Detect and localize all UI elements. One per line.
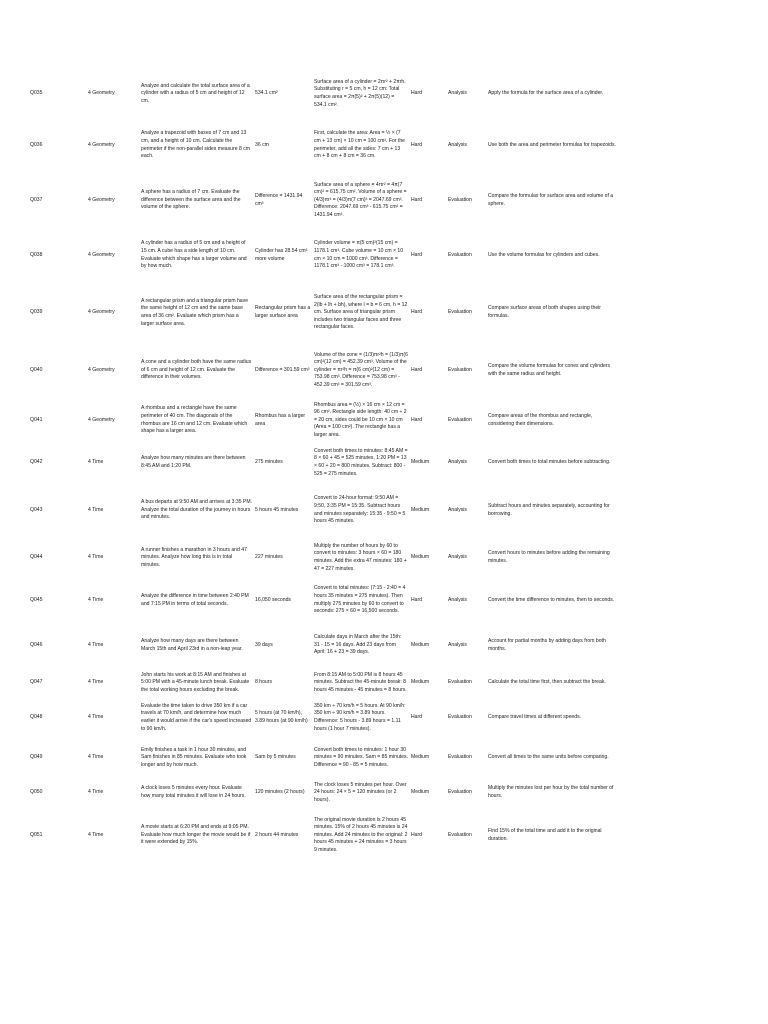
cell-category: 4 Time xyxy=(88,554,104,561)
cell-answer: 534.1 cm² xyxy=(255,90,278,97)
cell-question: Analyze a trapezoid with bases of 7 cm and 13 cm, and a height of 10 cm. Calculate the perimeter if the non-parallel sides measure 8 cm each. xyxy=(141,130,250,160)
cell-id: Q036 xyxy=(30,141,43,148)
table-row xyxy=(30,623,620,668)
table-row xyxy=(30,668,620,698)
cell-question: John starts his work at 8:15 AM and finishes at 5:00 PM with a 45-minute lunch break. Evaluate the total working hours excluding the break. xyxy=(141,671,250,693)
table-row xyxy=(30,483,620,538)
cell-id: Q040 xyxy=(30,366,43,373)
cell-difficulty: Hard xyxy=(411,309,423,316)
cell-question: Emily finishes a task in 1 hour 30 minutes, and Sam finishes in 85 minutes. Evaluate who took longer and by how much. xyxy=(141,746,247,768)
cell-hint: Calculate the total time first, then subtract the break. xyxy=(488,679,606,686)
cell-question: Analyze how many days are there between March 15th and April 23rd in a non-leap year. xyxy=(141,637,243,652)
cell-id: Q037 xyxy=(30,196,43,203)
cell-level: Evaluation xyxy=(448,196,472,203)
cell-difficulty: Medium xyxy=(411,459,430,466)
table-row xyxy=(30,538,620,578)
cell-hint: Use the volume formulas for cylinders and cubes. xyxy=(488,251,600,258)
cell-question: Analyze the difference in time between 2:40 PM and 7:15 PM in terms of total seconds. xyxy=(141,592,249,607)
cell-level: Evaluation xyxy=(448,251,472,258)
cell-solution: Convert both times to minutes: 1 hour 30 minutes = 90 minutes. Sam = 85 minutes. Difference = 90 - 85 = 5 minutes. xyxy=(314,746,408,768)
cell-answer: 5 hours 45 minutes xyxy=(255,506,299,513)
cell-category: 4 Geometry xyxy=(88,90,115,97)
table-row xyxy=(30,283,620,343)
cell-id: Q035 xyxy=(30,90,43,97)
cell-category: 4 Geometry xyxy=(88,366,115,373)
cell-solution: 350 km ÷ 70 km/h = 5 hours. At 90 km/h: 350 km ÷ 90 km/h = 3.89 hours. Difference: 5 hours - 3.89 hours = 1.11 hours (1 hour 7 minutes). xyxy=(314,702,406,732)
cell-id: Q043 xyxy=(30,506,43,513)
cell-hint: Find 15% of the total time and add it to the original duration. xyxy=(488,827,602,842)
cell-question: A rhombus and a rectangle have the same perimeter of 40 cm. The diagonals of the rhombus are 16 cm and 12 cm. Evaluate which shape has a larger area. xyxy=(141,405,248,435)
cell-solution: Convert both times to minutes: 8:45 AM = 8 × 60 + 45 = 525 minutes, 1:20 PM = 13 × 60 + 20 = 800 minutes. Subtract: 800 - 525 = 275 minutes. xyxy=(314,447,408,477)
cell-id: Q050 xyxy=(30,789,43,796)
cell-category: 4 Time xyxy=(88,789,104,796)
cell-difficulty: Medium xyxy=(411,679,430,686)
cell-hint: Use both the area and perimeter formulas for trapezoids. xyxy=(488,141,616,148)
cell-category: 4 Time xyxy=(88,641,104,648)
cell-solution: From 8:15 AM to 5:00 PM is 8 hours 45 minutes. Subtract the 45-minute break: 8 hours 45 minutes - 45 minutes = 8 hours. xyxy=(314,671,407,693)
table-row xyxy=(30,398,620,443)
cell-solution: The original movie duration is 2 hours 45 minutes. 15% of 2 hours 45 minutes is 24 minutes. Add 24 minutes to the original: 2 hours 45 minutes + 24 minutes = 3 hours 9 minutes. xyxy=(314,816,408,853)
cell-difficulty: Medium xyxy=(411,754,430,761)
cell-question: A bus departs at 9:50 AM and arrives at 3:35 PM. Analyze the total duration of the journey in hours and minutes. xyxy=(141,499,252,521)
cell-level: Analysis xyxy=(448,141,467,148)
cell-solution: Surface area of a cylinder = 2πr² + 2πrh. Substituting r = 5 cm, h = 12 cm: Total surface area = 2π(5)² + 2π(5)(12) = 534.1 cm². xyxy=(314,78,406,108)
cell-id: Q045 xyxy=(30,596,43,603)
table-row xyxy=(30,808,620,863)
cell-hint: Compare the volume formulas for cones and cylinders with the same radius and height. xyxy=(488,362,611,377)
cell-answer: 8 hours xyxy=(255,679,272,686)
table-row xyxy=(30,173,620,228)
cell-answer: 5 hours (at 70 km/h), 3.89 hours (at 90 km/h) xyxy=(255,710,308,724)
cell-hint: Account for partial months by adding days from both months. xyxy=(488,637,606,652)
table-row xyxy=(30,698,620,738)
cell-id: Q039 xyxy=(30,309,43,316)
cell-level: Evaluation xyxy=(448,309,472,316)
cell-level: Evaluation xyxy=(448,416,472,423)
cell-level: Evaluation xyxy=(448,714,472,721)
table-row xyxy=(30,738,620,778)
cell-answer: Difference = 1431.94 cm³ xyxy=(255,192,303,207)
cell-id: Q047 xyxy=(30,679,43,686)
cell-answer: 2 hours 44 minutes xyxy=(255,831,299,838)
table-row xyxy=(30,343,620,398)
cell-question: Analyze and calculate the total surface area of a cylinder with a radius of 5 cm and height of 12 cm. xyxy=(141,82,250,104)
cell-answer: 120 minutes (2 hours) xyxy=(255,789,305,796)
cell-solution: Cylinder volume = π(5 cm)²(15 cm) = 1178.1 cm³. Cube volume = 10 cm × 10 cm × 10 cm = 1000 cm³. Difference = 1178.1 cm³ - 1000 cm³ = 178.1 cm³. xyxy=(314,240,404,270)
cell-answer: 39 days xyxy=(255,641,273,648)
cell-difficulty: Hard xyxy=(411,251,423,258)
cell-question: Evaluate the time taken to drive 350 km if a car travels at 70 km/h, and determine how much earlier it would arrive if the car's speed increased to 90 km/h. xyxy=(141,702,252,732)
cell-category: 4 Geometry xyxy=(88,416,115,423)
cell-solution: Convert to total minutes: (7:15 - 2:40 = 4 hours 35 minutes = 275 minutes). Then multiply 275 minutes by 60 to convert to seconds: 275 × 60 = 16,500 seconds. xyxy=(314,585,406,615)
cell-category: 4 Time xyxy=(88,831,104,838)
cell-answer: Rhombus has a larger area xyxy=(255,412,306,427)
cell-answer: Cylinder has 28.54 cm³ more volume xyxy=(255,247,308,262)
cell-hint: Compare the formulas for surface area and volume of a sphere. xyxy=(488,192,614,207)
cell-level: Analysis xyxy=(448,506,467,513)
cell-question: A sphere has a radius of 7 cm. Evaluate the difference between the surface area and the volume of the sphere. xyxy=(141,189,241,211)
cell-difficulty: Medium xyxy=(411,789,430,796)
cell-level: Analysis xyxy=(448,90,467,97)
cell-solution: Multiply the number of hours by 60 to convert to minutes: 3 hours × 60 = 180 minutes. Add the extra 47 minutes: 180 + 47 = 227 minutes. xyxy=(314,542,407,572)
cell-answer: Sam by 5 minutes xyxy=(255,754,296,761)
cell-category: 4 Time xyxy=(88,679,104,686)
cell-level: Analysis xyxy=(448,459,467,466)
cell-level: Analysis xyxy=(448,596,467,603)
cell-difficulty: Hard xyxy=(411,416,423,423)
cell-id: Q041 xyxy=(30,416,43,423)
table-body xyxy=(30,70,620,863)
cell-difficulty: Hard xyxy=(411,196,423,203)
cell-id: Q044 xyxy=(30,554,43,561)
cell-hint: Compare areas of the rhombus and rectangle, considering their dimensions. xyxy=(488,412,593,427)
cell-hint: Apply the formula for the surface area of a cylinder. xyxy=(488,90,604,97)
cell-difficulty: Hard xyxy=(411,714,423,721)
cell-solution: The clock loses 5 minutes per hour. Over 24 hours: 24 × 5 = 120 minutes (or 2 hours). xyxy=(314,781,407,803)
cell-answer: 36 cm xyxy=(255,141,269,148)
cell-answer: Rectangular prism has a larger surface area xyxy=(255,305,311,319)
cell-category: 4 Geometry xyxy=(88,309,115,316)
cell-difficulty: Hard xyxy=(411,596,423,603)
cell-answer: 275 minutes xyxy=(255,459,283,466)
cell-question: A runner finishes a marathon in 3 hours and 47 minutes. Analyze how long this is in total minutes. xyxy=(141,546,247,568)
cell-solution: Calculate days in March after the 15th: 31 - 15 = 16 days. Add 23 days from April: 16 + 23 = 39 days. xyxy=(314,634,402,656)
cell-solution: Convert to 24-hour format: 9:50 AM = 9:50, 3:35 PM = 15:35. Subtract hours and minutes separately: 15:35 - 9:50 = 5 hours 45 minutes. xyxy=(314,495,406,525)
cell-solution: First, calculate the area: Area = ½ × (7 cm + 13 cm) × 10 cm = 100 cm². For the perimeter, add all the sides: 7 cm + 13 cm + 8 cm + 8 cm = 36 cm. xyxy=(314,130,406,160)
cell-question: Analyze how many minutes are there between 8:45 AM and 1:20 PM. xyxy=(141,455,246,469)
table-row xyxy=(30,70,620,118)
cell-hint: Convert both times to total minutes before subtracting. xyxy=(488,459,611,466)
cell-id: Q048 xyxy=(30,714,43,721)
cell-level: Evaluation xyxy=(448,366,472,373)
cell-id: Q038 xyxy=(30,251,43,258)
cell-hint: Compare surface areas of both shapes using their formulas. xyxy=(488,305,601,319)
cell-id: Q049 xyxy=(30,754,43,761)
cell-hint: Compare travel times at different speeds. xyxy=(488,714,582,721)
cell-category: 4 Time xyxy=(88,506,104,513)
question-table xyxy=(30,70,620,863)
cell-category: 4 Geometry xyxy=(88,141,115,148)
cell-question: A rectangular prism and a triangular prism have the same height of 12 cm and the same base area of 36 cm². Evaluate which prism has a larger surface area. xyxy=(141,297,249,327)
cell-category: 4 Geometry xyxy=(88,196,115,203)
cell-difficulty: Hard xyxy=(411,831,423,838)
table-row xyxy=(30,228,620,283)
cell-solution: Rhombus area = (½) × 16 cm × 12 cm = 96 cm². Rectangle side length: 40 cm ÷ 2 = 20 cm, sides could be 10 cm × 10 cm (Area = 100 cm²). The rectangle has a larger area. xyxy=(314,401,407,438)
table-row xyxy=(30,778,620,808)
cell-id: Q051 xyxy=(30,831,43,838)
cell-category: 4 Geometry xyxy=(88,251,115,258)
cell-solution: Surface area of a sphere = 4πr² = 4π(7 cm)² = 615.75 cm². Volume of a sphere = (4/3)πr³ = (4/3)π(7 cm)³ = 2047.69 cm³. Difference: 2047.69 cm³ - 615.75 cm² = 1431.94 cm³. xyxy=(314,181,407,218)
table-row xyxy=(30,443,620,483)
cell-category: 4 Time xyxy=(88,596,104,603)
cell-category: 4 Time xyxy=(88,459,104,466)
cell-answer: 227 minutes xyxy=(255,554,283,561)
cell-level: Evaluation xyxy=(448,831,472,838)
cell-category: 4 Time xyxy=(88,714,104,721)
cell-difficulty: Hard xyxy=(411,366,423,373)
cell-answer: 16,050 seconds xyxy=(255,596,291,603)
cell-hint: Convert hours to minutes before adding the remaining minutes. xyxy=(488,550,610,564)
cell-level: Analysis xyxy=(448,554,467,561)
cell-difficulty: Hard xyxy=(411,90,423,97)
cell-hint: Convert all times to the same units before comparing. xyxy=(488,754,609,761)
cell-category: 4 Time xyxy=(88,754,104,761)
cell-level: Evaluation xyxy=(448,754,472,761)
cell-hint: Multiply the minutes lost per hour by the total number of hours. xyxy=(488,785,614,799)
cell-level: Evaluation xyxy=(448,789,472,796)
cell-question: A movie starts at 6:20 PM and ends at 9:05 PM. Evaluate how much longer the movie would be if it were extended by 15%. xyxy=(141,824,251,846)
cell-question: A clock loses 5 minutes every hour. Evaluate how many total minutes it will lose in 24 hours. xyxy=(141,785,246,799)
cell-hint: Subtract hours and minutes separately, accounting for borrowing. xyxy=(488,502,610,517)
cell-level: Evaluation xyxy=(448,679,472,686)
cell-question: A cylinder has a radius of 5 cm and a height of 15 cm. A cube has a side length of 10 cm. Evaluate which shape has a larger volume and by how much. xyxy=(141,240,247,270)
cell-id: Q042 xyxy=(30,459,43,466)
cell-solution: Volume of the cone = (1/3)πr²h = (1/3)π(6 cm)²(12 cm) = 452.39 cm³. Volume of the cylinder = πr²h = π(6 cm)²(12 cm) = 753.98 cm³. Difference = 753.98 cm³ - 452.39 cm³ = 301.59 cm³. xyxy=(314,351,408,388)
cell-hint: Convert the time difference to minutes, then to seconds. xyxy=(488,596,615,603)
table-row xyxy=(30,118,620,173)
cell-level: Analysis xyxy=(448,641,467,648)
cell-solution: Surface area of the rectangular prism = 2(lb + lh + bh), where l = b = 6 cm, h = 12 cm. Surface area of triangular prism includes two triangular faces and three rectangular faces. xyxy=(314,294,408,331)
cell-id: Q046 xyxy=(30,641,43,648)
cell-difficulty: Medium xyxy=(411,554,430,561)
cell-difficulty: Hard xyxy=(411,141,423,148)
cell-question: A cone and a cylinder both have the same radius of 6 cm and height of 12 cm. Evaluate the difference in their volumes. xyxy=(141,359,252,381)
cell-answer: Difference = 301.59 cm³ xyxy=(255,366,310,373)
cell-difficulty: Medium xyxy=(411,506,430,513)
table-row xyxy=(30,578,620,623)
cell-difficulty: Medium xyxy=(411,641,430,648)
